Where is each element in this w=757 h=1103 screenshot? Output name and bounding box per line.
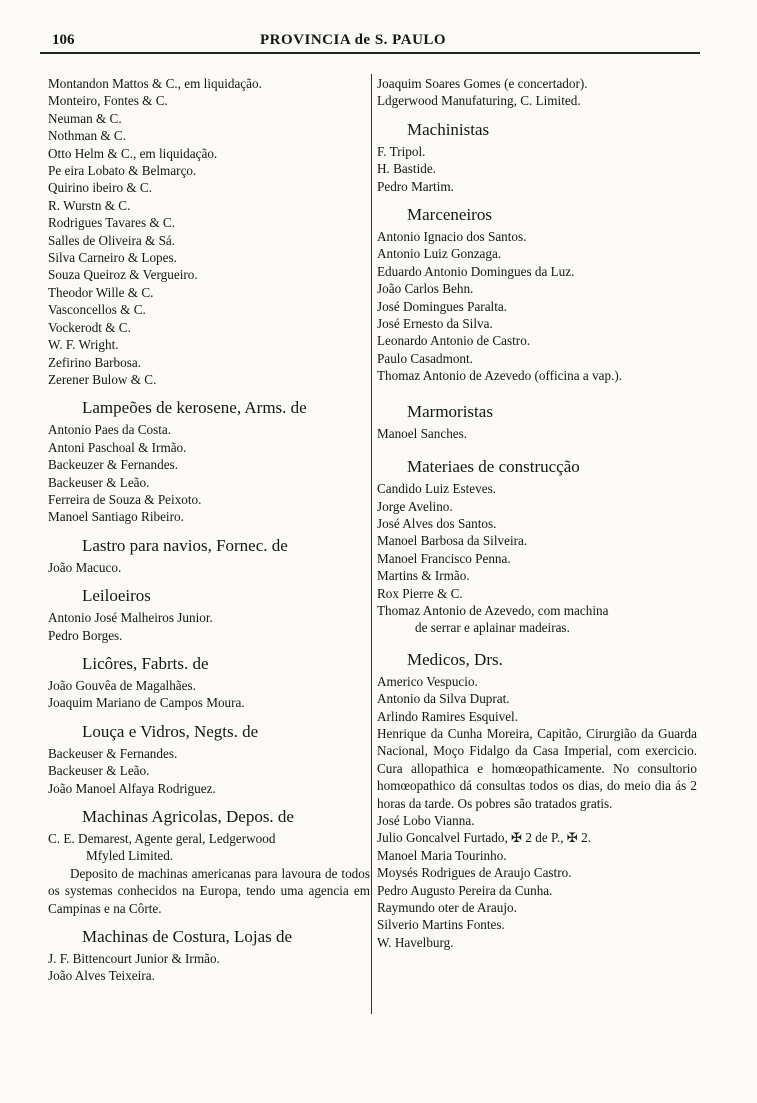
list-item: W. F. Wright. xyxy=(48,337,119,353)
right-column xyxy=(377,75,697,951)
list-item: Julio Goncalvel Furtado, ✠ 2 de P., ✠ 2. xyxy=(377,830,592,846)
list-item: C. E. Demarest, Agente geral, Ledgerwood xyxy=(48,831,276,846)
list-item: Joaquim Mariano de Campos Moura. xyxy=(48,695,245,711)
list-item: Manoel Barbosa da Silveira. xyxy=(377,533,528,549)
list-item: Candido Luiz Esteves. xyxy=(377,481,497,497)
list-item: Pedro Augusto Pereira da Cunha. xyxy=(377,882,553,898)
list-item: Souza Queiroz & Vergueiro. xyxy=(48,267,198,283)
list-item: Rox Pierre & C. xyxy=(377,585,463,601)
list-item: Zefirino Barbosa. xyxy=(48,354,142,370)
section-heading-marmoristas: Marmoristas xyxy=(407,401,493,421)
list-item: Otto Helm & C., em liquidação. xyxy=(48,145,218,161)
section-heading-machinas-agricolas: Machinas Agricolas, Depos. de xyxy=(82,807,294,826)
section-heading-lastro: Lastro para navios, Fornec. de xyxy=(82,535,288,555)
list-item: Antonio Ignacio dos Santos. xyxy=(377,229,527,245)
left-column xyxy=(48,75,370,985)
list-item: Paulo Casadmont. xyxy=(377,350,473,366)
list-item: Backeuser & Fernandes. xyxy=(48,745,178,761)
list-item-henrique: Henrique da Cunha Moreira, Capitão, Cirurgião da Guarda Nacional, Moço Fidalgo da Casa Imperial, com exercicio. Cura allopathica e homœopathicamente. No consultorio homœopathico dá consultas todos os dias, do meio dia ás 2 horas da tarde. Os pobres são tratados gratis. xyxy=(377,725,697,811)
list-item: João Manoel Alfaya Rodriguez. xyxy=(48,780,216,796)
list-item: Neuman & C. xyxy=(48,110,122,126)
list-item: Leonardo Antonio de Castro. xyxy=(377,333,531,349)
list-item: Vasconcellos & C. xyxy=(48,302,146,318)
list-item: Pedro Borges. xyxy=(48,627,123,643)
list-item: Backeuzer & Fernandes. xyxy=(48,457,178,473)
list-item: W. Havelburg. xyxy=(377,934,454,950)
list-item: José Alves dos Santos. xyxy=(377,515,497,531)
page-number: 106 xyxy=(52,32,75,48)
list-item: José Lobo Vianna. xyxy=(377,813,475,828)
list-item: Quirino ibeiro & C. xyxy=(48,180,153,196)
section-heading-machinistas: Machinistas xyxy=(407,119,490,139)
list-item: Eduardo Antonio Domingues da Luz. xyxy=(377,263,575,279)
list-item: José Ernesto da Silva. xyxy=(377,316,493,332)
list-item: Backeuser & Leão. xyxy=(48,763,150,779)
list-item: Montandon Mattos & C., em liquidação. xyxy=(48,76,262,91)
list-item-continuation: Mfyled Limited. xyxy=(86,848,174,864)
list-item: Silva Carneiro & Lopes. xyxy=(48,250,177,266)
list-item: Moysés Rodrigues de Araujo Castro. xyxy=(377,865,572,881)
list-item: Thomaz Antonio de Azevedo, com machina xyxy=(377,602,609,618)
list-item-continuation: de serrar e aplainar madeiras. xyxy=(415,620,570,636)
list-item: F. Tripol. xyxy=(377,143,426,159)
section-heading-marceneiros: Marceneiros xyxy=(407,205,492,225)
list-item: Salles de Oliveira & Sá. xyxy=(48,232,176,248)
list-item: Martins & Irmão. xyxy=(377,568,470,584)
list-item: Antonio Luiz Gonzaga. xyxy=(377,246,502,262)
list-item: Thomaz Antonio de Azevedo (officina a vap.). xyxy=(377,368,623,384)
section-heading-louca: Louça e Vidros, Negts. de xyxy=(82,721,259,741)
list-item: Silverio Martins Fontes. xyxy=(377,917,505,933)
page-header xyxy=(40,32,700,52)
list-item: Jorge Avelino. xyxy=(377,498,453,514)
list-item: João Gouvêa de Magalhães. xyxy=(48,677,196,693)
section-heading-materiaes: Materiaes de construcção xyxy=(407,457,580,477)
list-item: Manoel Santiago Ribeiro. xyxy=(48,509,184,525)
list-item: Backeuser & Leão. xyxy=(48,474,150,490)
list-item: Antonio Paes da Costa. xyxy=(48,422,172,438)
section-heading-medicos: Medicos, Drs. xyxy=(407,649,503,669)
column-divider xyxy=(371,74,372,1014)
section-heading-licores: Licôres, Fabrts. de xyxy=(82,653,209,673)
list-item: João Macuco. xyxy=(48,559,122,575)
list-item: Antonio José Malheiros Junior. xyxy=(48,610,213,626)
list-item: Vockerodt & C. xyxy=(48,319,131,335)
list-item: J. F. Bittencourt Junior & Irmão. xyxy=(48,951,220,967)
section-heading-machinas-costura: Machinas de Costura, Lojas de xyxy=(82,927,293,947)
list-item: Ldgerwood Manufaturing, C. Limited. xyxy=(377,93,581,109)
list-item: Pe eira Lobato & Belmarço. xyxy=(48,163,197,179)
entry-list xyxy=(48,75,370,388)
list-item: Ferreira de Souza & Peixoto. xyxy=(48,491,202,507)
section-heading-lampeoes: Lampeões de kerosene, Arms. de xyxy=(82,398,307,418)
list-item: Manoel Maria Tourinho. xyxy=(377,847,507,863)
list-item: João Alves Teixeira. xyxy=(48,968,155,984)
advert-paragraph: Deposito de machinas americanas para lavoura de todos os systemas conhecidos na Europa, tendo uma agencia em Campinas e na Côrte. xyxy=(48,865,370,916)
list-item: Arlindo Ramires Esquivel. xyxy=(377,708,519,724)
list-item: Monteiro, Fontes & C. xyxy=(48,93,168,109)
list-item: R. Wurstn & C. xyxy=(48,197,131,213)
list-item: Pedro Martim. xyxy=(377,178,454,194)
list-item: Antoni Paschoal & Irmão. xyxy=(48,439,187,455)
list-item: Manoel Francisco Penna. xyxy=(377,550,511,566)
list-item: Antonio da Silva Duprat. xyxy=(377,691,510,707)
list-item: Americo Vespucio. xyxy=(377,673,478,689)
list-item: Rodrigues Tavares & C. xyxy=(48,215,176,231)
list-item: Theodor Wille & C. xyxy=(48,284,154,300)
header-rule xyxy=(40,52,700,54)
list-item: Joaquim Soares Gomes (e concertador). xyxy=(377,76,588,91)
list-item: João Carlos Behn. xyxy=(377,281,474,297)
list-item: Manoel Sanches. xyxy=(377,425,468,441)
list-item: Raymundo oter de Araujo. xyxy=(377,900,517,916)
list-item: H. Bastide. xyxy=(377,161,436,177)
list-item: Nothman & C. xyxy=(48,128,127,144)
list-item: José Domingues Paralta. xyxy=(377,298,508,314)
running-title: PROVINCIA de S. PAULO xyxy=(260,32,447,48)
section-heading-leiloeiros: Leiloeiros xyxy=(82,586,151,606)
list-item: Zerener Bulow & C. xyxy=(48,371,157,387)
